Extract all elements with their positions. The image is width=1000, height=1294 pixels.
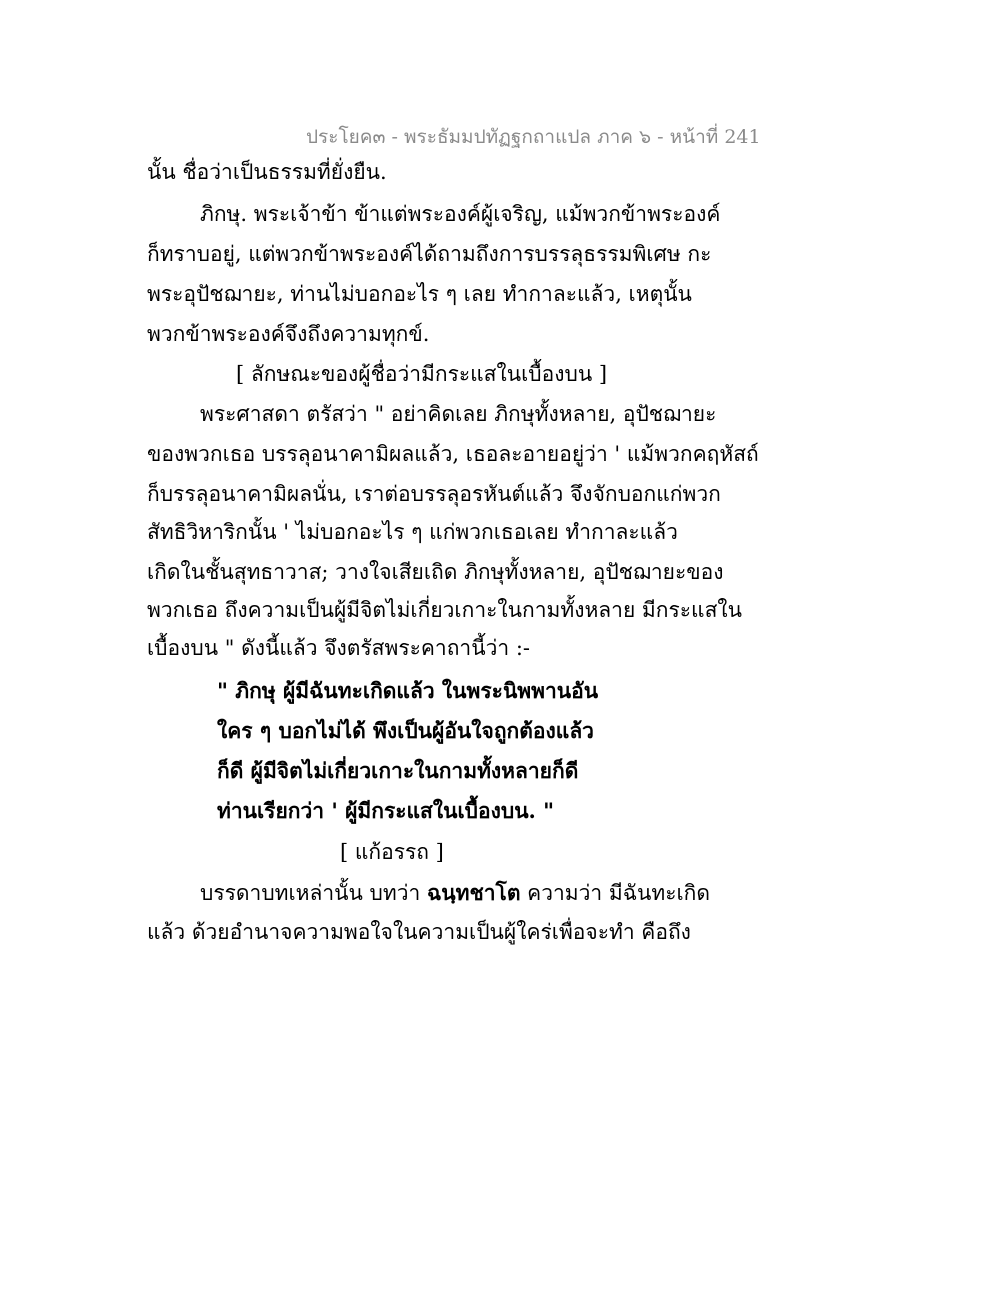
paragraph-line: แล้ว ด้วยอำนาจความพอใจในความเป็นผู้ใคร่เพื่อจะทำ คือถึง [147,920,691,944]
paragraph-line: ก็บรรลุอนาคามิผลนั่น, เราต่อบรรลุอรหันต์แล้ว จึงจักบอกแก่พวก [147,482,721,506]
translation-heading: [ แก้อรรถ ] [340,840,444,864]
paragraph-text: ความว่า มีฉันทะเกิด [520,881,711,905]
paragraph-line: พวกข้าพระองค์จึงถึงความทุกข์. [147,322,430,346]
verse-line: ท่านเรียกว่า ' ผู้มีกระแสในเบื้องบน. " [217,798,555,823]
verse-line: ก็ดี ผู้มีจิตไม่เกี่ยวเกาะในกามทั้งหลายก็ดี [217,758,579,783]
paragraph-line: ภิกษุ. พระเจ้าข้า ข้าแต่พระองค์ผู้เจริญ, แม้พวกข้าพระองค์ [200,202,721,226]
paragraph-line [200,880,710,906]
paragraph-line: พระอุปัชฌายะ, ท่านไม่บอกอะไร ๆ เลย ทำกาละแล้ว, เหตุนั้น [147,282,692,306]
running-header: ประโยค๓ - พระธัมมปทัฏฐกถาแปล ภาค ๖ - หน้าที่ 241 [306,126,761,148]
paragraph-line: เบื้องบน " ดังนี้แล้ว จึงตรัสพระคาถานี้ว่า :- [147,636,531,660]
paragraph-line: พวกเธอ ถึงความเป็นผู้มีจิตไม่เกี่ยวเกาะในกามทั้งหลาย มีกระแสใน [147,598,743,622]
paragraph-line: ก็ทราบอยู่, แต่พวกข้าพระองค์ได้ถามถึงการบรรลุธรรมพิเศษ กะ [147,242,712,266]
pali-term: ฉนฺทชาโต [427,880,521,905]
paragraph-line: สัทธิวิหาริกนั้น ' ไม่บอกอะไร ๆ แก่พวกเธอเลย ทำกาละแล้ว [147,520,678,544]
verse-line: " ภิกษุ ผู้มีฉันทะเกิดแล้ว ในพระนิพพานอัน [217,678,599,703]
section-subheading: [ ลักษณะของผู้ชื่อว่ามีกระแสในเบื้องบน ] [236,362,608,386]
paragraph-line: พระศาสดา ตรัสว่า " อย่าคิดเลย ภิกษุทั้งหลาย, อุปัชฌายะ [200,402,717,426]
verse-line: ใคร ๆ บอกไม่ได้ พึงเป็นผู้อันใจถูกต้องแล้ว [217,718,594,743]
paragraph-line: ของพวกเธอ บรรลุอนาคามิผลแล้ว, เธอละอายอยู่ว่า ' แม้พวกคฤหัสถ์ [147,442,759,466]
paragraph-line: นั้น ชื่อว่าเป็นธรรมที่ยั่งยืน. [147,160,387,184]
paragraph-line: เกิดในชั้นสุทธาวาส; วางใจเสียเถิด ภิกษุทั้งหลาย, อุปัชฌายะของ [147,560,724,584]
paragraph-text: บรรดาบทเหล่านั้น บทว่า [200,881,427,905]
